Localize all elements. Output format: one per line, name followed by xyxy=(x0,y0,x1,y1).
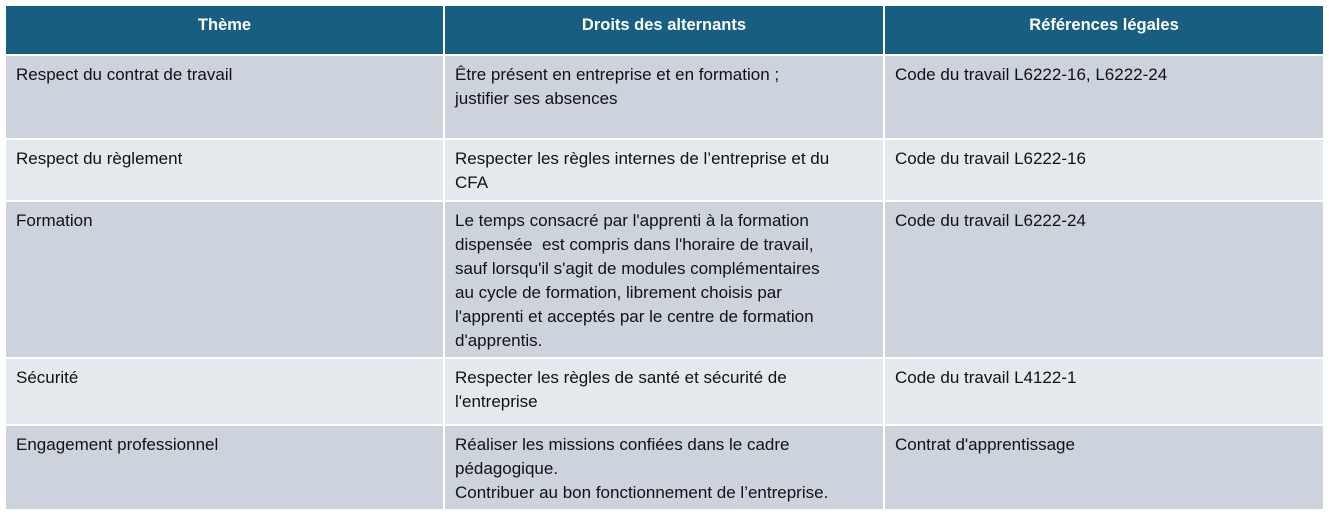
droits-line: pédagogique. xyxy=(455,459,559,478)
droits-line: l'apprenti et acceptés par le centre de formation xyxy=(455,307,814,326)
header-droits: Droits des alternants xyxy=(444,5,884,55)
droits-line: Contribuer au bon fonctionnement de l’entreprise. xyxy=(455,483,829,502)
cell-references: Code du travail L6222-16 xyxy=(884,139,1324,201)
droits-line: l'entreprise xyxy=(455,392,538,411)
cell-references: Contrat d'apprentissage xyxy=(884,425,1324,510)
droits-line: Être présent en entreprise et en formation ; xyxy=(455,65,780,84)
cell-droits xyxy=(444,358,884,425)
droits-line: Réaliser les missions confiées dans le cadre xyxy=(455,435,790,454)
droits-line: d'apprentis. xyxy=(455,331,543,350)
cell-droits xyxy=(444,425,884,510)
table-row xyxy=(5,55,1324,139)
header-theme: Thème xyxy=(5,5,444,55)
header-row xyxy=(5,5,1324,55)
cell-theme: Formation xyxy=(5,201,444,358)
cell-references: Code du travail L4122-1 xyxy=(884,358,1324,425)
table-row xyxy=(5,425,1324,510)
header-references: Références légales xyxy=(884,5,1324,55)
table-row xyxy=(5,201,1324,358)
cell-droits xyxy=(444,55,884,139)
table-row xyxy=(5,139,1324,201)
droits-line: Respecter les règles de santé et sécurité de xyxy=(455,368,787,387)
droits-line: sauf lorsqu'il s'agit de modules complémentaires xyxy=(455,259,820,278)
cell-theme: Respect du règlement xyxy=(5,139,444,201)
rights-table xyxy=(4,4,1325,511)
cell-theme: Engagement professionnel xyxy=(5,425,444,510)
table-row xyxy=(5,358,1324,425)
droits-line: CFA xyxy=(455,173,489,192)
droits-line: au cycle de formation, librement choisis par xyxy=(455,283,782,302)
cell-theme: Sécurité xyxy=(5,358,444,425)
droits-line: Le temps consacré par l'apprenti à la formation xyxy=(455,211,809,230)
cell-references: Code du travail L6222-24 xyxy=(884,201,1324,358)
cell-droits xyxy=(444,201,884,358)
droits-line: justifier ses absences xyxy=(455,89,618,108)
cell-references: Code du travail L6222-16, L6222-24 xyxy=(884,55,1324,139)
droits-line: dispensée est compris dans l'horaire de travail, xyxy=(455,235,814,254)
cell-droits xyxy=(444,139,884,201)
droits-line: Respecter les règles internes de l’entreprise et du xyxy=(455,149,830,168)
cell-theme: Respect du contrat de travail xyxy=(5,55,444,139)
